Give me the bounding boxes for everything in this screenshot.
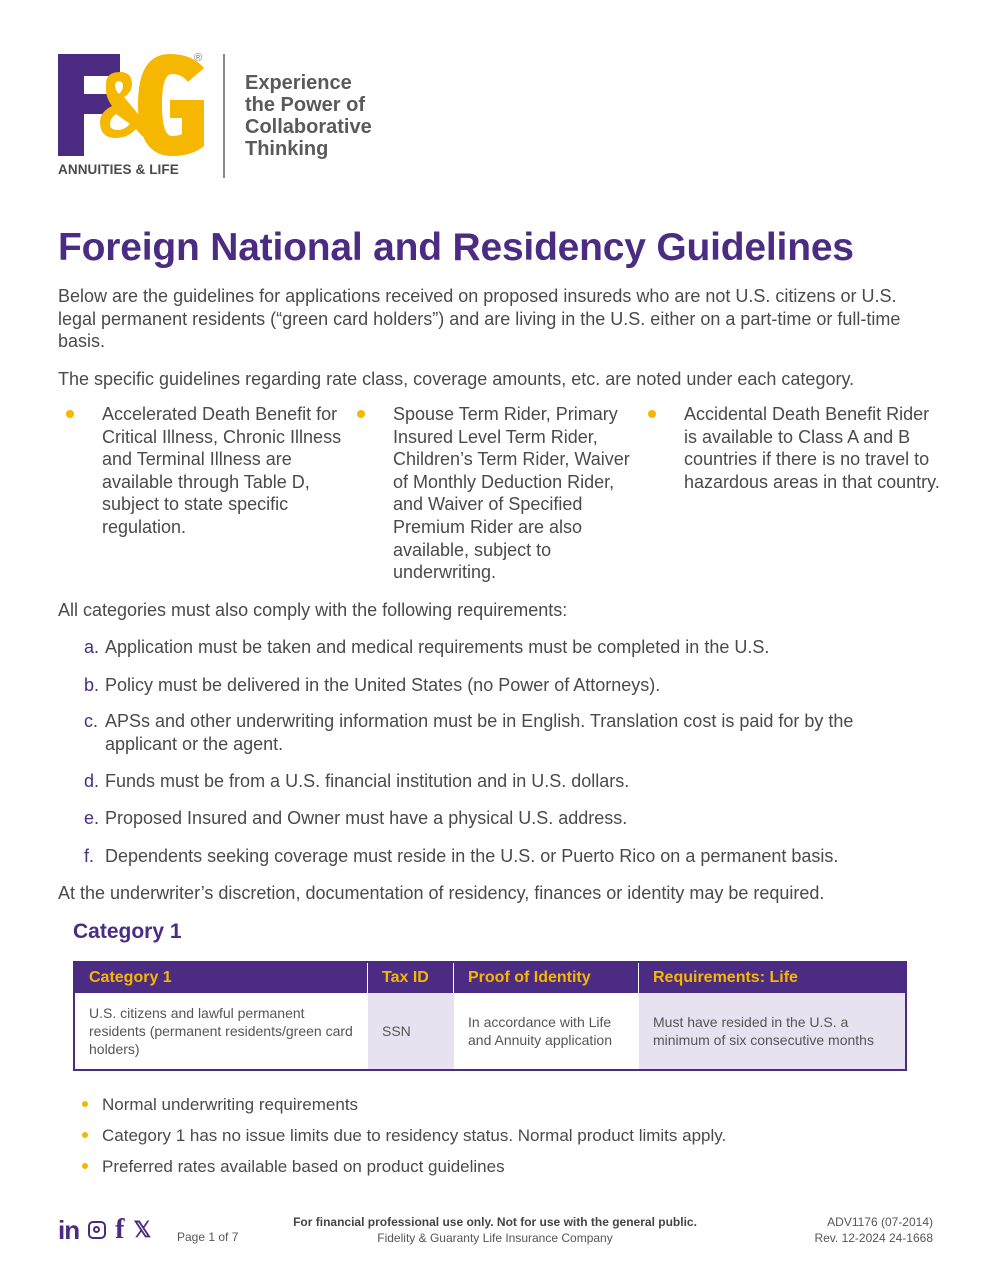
specific-guidelines-note: The specific guidelines regarding rate class, coverage amounts, etc. are noted under each category. (58, 369, 855, 389)
intro-paragraph: Below are the guidelines for applications received on proposed insureds who are not U.S. citizens or U.S. legal permanent residents (“green card holders”) and are living in the U.S. either on a part-time or full-time basis. (58, 286, 901, 351)
table-row (75, 993, 905, 1069)
fg-logo-mark (58, 54, 204, 156)
linkedin-icon[interactable]: in (58, 1215, 80, 1245)
registered-mark: ® (194, 52, 203, 64)
requirement-letter: b. (84, 675, 100, 695)
table-header-cell: Tax ID (368, 963, 454, 993)
facebook-icon[interactable]: f (115, 1214, 125, 1245)
footer-right (814, 1214, 933, 1246)
category-heading: Category 1 (73, 920, 182, 943)
requirement-text: Policy must be delivered in the United States (no Power of Attorneys). (105, 675, 661, 695)
requirement-letter: e. (84, 808, 100, 828)
requirement-letter: d. (84, 771, 100, 791)
requirement-text: Funds must be from a U.S. financial institution and in U.S. dollars. (105, 771, 630, 791)
x-icon[interactable]: 𝕏 (133, 1217, 152, 1242)
table-cell: Must have resided in the U.S. a minimum of six consecutive months (639, 993, 905, 1069)
discretion-note: At the underwriter’s discretion, documentation of residency, finances or identity may be required. (58, 883, 825, 903)
requirement-letter: a. (84, 637, 100, 657)
table-cell: In accordance with Life and Annuity application (454, 993, 639, 1069)
table-header-cell: Requirements: Life (653, 969, 798, 986)
bullet-dot-icon (82, 1101, 88, 1107)
rider-text: Spouse Term Rider, Primary Insured Level Term Rider, Children’s Term Rider, Waiver of Monthly Deduction Rider, and Waiver of Specified Premium Rider are also available, subject to underwriting. (393, 404, 630, 583)
rider-text: Accidental Death Benefit Rider is available to Class A and B countries if there is no travel to hazardous areas in that country. (684, 404, 940, 492)
tagline-line: the Power of (245, 94, 366, 116)
requirement-letter: f. (84, 846, 95, 866)
tagline (245, 72, 445, 160)
bullet-dot-icon (82, 1163, 88, 1169)
all-categories-note: All categories must also comply with the following requirements: (58, 600, 568, 620)
logo-subtitle: ANNUITIES & LIFE (58, 162, 179, 177)
fg-logo (58, 54, 208, 178)
footer-center (240, 1214, 750, 1246)
table-header-cell: Category 1 (75, 963, 368, 993)
category-table (73, 961, 907, 1071)
bullet-dot-icon (648, 410, 656, 418)
requirement-text: Application must be taken and medical requirements must be completed in the U.S. (105, 637, 770, 657)
bullet-dot-icon (357, 410, 365, 418)
instagram-icon[interactable] (88, 1221, 106, 1239)
bullet-text: Preferred rates available based on product guidelines (102, 1157, 505, 1176)
form-number: ADV1176 (07-2014) (827, 1215, 933, 1229)
bullet-dot-icon (82, 1132, 88, 1138)
bullet-text: Category 1 has no issue limits due to residency status. Normal product limits apply. (102, 1126, 727, 1145)
table-cell: U.S. citizens and lawful permanent residents (permanent residents/green card holders) (75, 993, 368, 1069)
bullet-dot-icon (66, 410, 74, 418)
page-number: Page 1 of 7 (177, 1230, 239, 1244)
tagline-line: Collaborative (245, 116, 372, 138)
tagline-line: Thinking (245, 138, 329, 160)
footer-disclaimer: For financial professional use only. Not for use with the general public. (293, 1215, 697, 1229)
revision: Rev. 12-2024 24-1668 (814, 1231, 933, 1245)
tagline-line: Experience (245, 72, 352, 94)
table-cell: SSN (368, 993, 454, 1069)
requirement-text: APSs and other underwriting information must be in English. Translation cost is paid for by the applicant or the agent. (105, 711, 854, 754)
footer-company: Fidelity & Guaranty Life Insurance Company (377, 1231, 613, 1245)
page-title: Foreign National and Residency Guidelines (58, 226, 854, 269)
rider-text: Accelerated Death Benefit for Critical Illness, Chronic Illness and Terminal Illness are available through Table D, subject to state specific regulation. (102, 404, 342, 537)
requirement-letter: c. (84, 711, 99, 731)
requirement-text: Proposed Insured and Owner must have a physical U.S. address. (105, 808, 628, 828)
logo-divider (223, 54, 225, 178)
requirement-text: Dependents seeking coverage must reside in the U.S. or Puerto Rico on a permanent basis. (105, 846, 839, 866)
social-links (58, 1216, 151, 1244)
bullet-text: Normal underwriting requirements (102, 1095, 359, 1114)
table-header-row (75, 963, 905, 993)
table-header-cell: Proof of Identity (454, 963, 639, 993)
